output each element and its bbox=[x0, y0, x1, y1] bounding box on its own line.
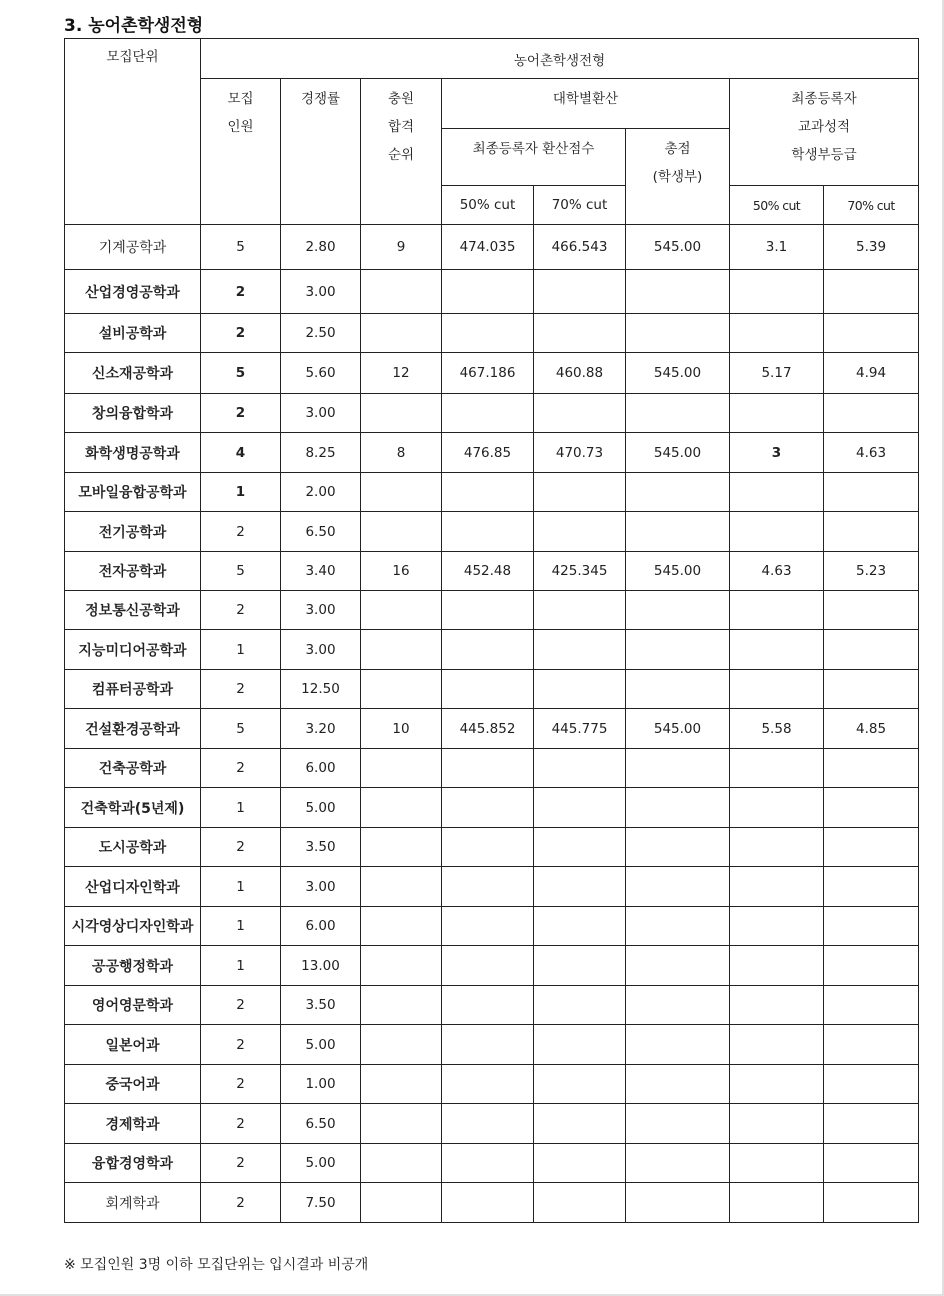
grade-cut50-cell bbox=[730, 270, 824, 314]
grade-cut50-cell: 4.63 bbox=[730, 552, 824, 591]
conv-cut50-cell bbox=[442, 1183, 534, 1223]
dept-cell: 일본어과 bbox=[65, 1025, 201, 1065]
header-rate: 경쟁률 bbox=[281, 79, 361, 225]
conv-cut70-cell bbox=[534, 1025, 626, 1065]
dept-cell: 전기공학과 bbox=[65, 512, 201, 552]
quota-cell: 2 bbox=[201, 1025, 281, 1065]
grade-cut50-cell bbox=[730, 749, 824, 788]
rank-cell: 10 bbox=[361, 709, 442, 749]
header-grade-cut50: 50% cut bbox=[730, 186, 824, 225]
table-row bbox=[65, 270, 919, 314]
total-cell bbox=[626, 314, 730, 353]
rank-cell bbox=[361, 1065, 442, 1104]
grade-cut70-cell bbox=[824, 1183, 919, 1223]
conv-cut70-cell bbox=[534, 473, 626, 512]
total-cell bbox=[626, 512, 730, 552]
rank-cell bbox=[361, 314, 442, 353]
rank-cell bbox=[361, 1144, 442, 1183]
total-cell bbox=[626, 749, 730, 788]
quota-cell: 2 bbox=[201, 670, 281, 709]
conv-cut70-cell bbox=[534, 788, 626, 828]
quota-cell: 5 bbox=[201, 552, 281, 591]
rank-cell: 16 bbox=[361, 552, 442, 591]
rate-cell: 2.80 bbox=[281, 225, 361, 270]
total-cell bbox=[626, 591, 730, 630]
grade-cut70-cell bbox=[824, 473, 919, 512]
table-row bbox=[65, 1065, 919, 1104]
grade-cut50-cell bbox=[730, 946, 824, 986]
total-cell bbox=[626, 270, 730, 314]
conv-cut70-cell bbox=[534, 1065, 626, 1104]
grade-cut70-cell bbox=[824, 788, 919, 828]
grade-cut70-cell bbox=[824, 828, 919, 867]
table-row bbox=[65, 353, 919, 394]
conv-cut70-cell bbox=[534, 630, 626, 670]
conv-cut70-cell bbox=[534, 828, 626, 867]
total-cell: 545.00 bbox=[626, 709, 730, 749]
dept-cell: 정보통신공학과 bbox=[65, 591, 201, 630]
grade-cut70-cell: 5.39 bbox=[824, 225, 919, 270]
rate-cell: 1.00 bbox=[281, 1065, 361, 1104]
table-row bbox=[65, 1144, 919, 1183]
header-final-group bbox=[730, 79, 919, 186]
grade-cut50-cell bbox=[730, 1183, 824, 1223]
table-row bbox=[65, 867, 919, 907]
conv-cut50-cell bbox=[442, 867, 534, 907]
dept-cell: 공공행정학과 bbox=[65, 946, 201, 986]
grade-cut70-cell: 5.23 bbox=[824, 552, 919, 591]
dept-cell: 설비공학과 bbox=[65, 314, 201, 353]
table-row bbox=[65, 749, 919, 788]
header-quota-line1: 모집 bbox=[227, 91, 254, 107]
rank-cell bbox=[361, 946, 442, 986]
table-row bbox=[65, 225, 919, 270]
table-row bbox=[65, 828, 919, 867]
grade-cut70-cell bbox=[824, 867, 919, 907]
table-row bbox=[65, 946, 919, 986]
quota-cell: 2 bbox=[201, 986, 281, 1025]
rank-cell bbox=[361, 1025, 442, 1065]
conv-cut70-cell: 425.345 bbox=[534, 552, 626, 591]
total-cell bbox=[626, 986, 730, 1025]
rank-cell: 9 bbox=[361, 225, 442, 270]
header-final-line3: 학생부등급 bbox=[791, 147, 857, 163]
grade-cut70-cell bbox=[824, 986, 919, 1025]
rate-cell: 3.50 bbox=[281, 986, 361, 1025]
rate-cell: 3.00 bbox=[281, 394, 361, 433]
quota-cell: 1 bbox=[201, 788, 281, 828]
dept-cell: 도시공학과 bbox=[65, 828, 201, 867]
dept-cell: 건설환경공학과 bbox=[65, 709, 201, 749]
conv-cut50-cell bbox=[442, 630, 534, 670]
total-cell bbox=[626, 946, 730, 986]
total-cell bbox=[626, 473, 730, 512]
total-cell bbox=[626, 907, 730, 946]
table-row bbox=[65, 314, 919, 353]
conv-cut50-cell bbox=[442, 749, 534, 788]
grade-cut50-cell bbox=[730, 788, 824, 828]
table-row bbox=[65, 907, 919, 946]
grade-cut50-cell bbox=[730, 986, 824, 1025]
header-conv: 대학별환산 bbox=[442, 79, 730, 129]
grade-cut50-cell bbox=[730, 867, 824, 907]
conv-cut70-cell: 445.775 bbox=[534, 709, 626, 749]
grade-cut50-cell bbox=[730, 512, 824, 552]
total-cell: 545.00 bbox=[626, 353, 730, 394]
conv-cut70-cell bbox=[534, 1144, 626, 1183]
total-cell: 545.00 bbox=[626, 433, 730, 473]
conv-cut50-cell bbox=[442, 512, 534, 552]
rate-cell: 6.50 bbox=[281, 512, 361, 552]
total-cell: 545.00 bbox=[626, 225, 730, 270]
table-row bbox=[65, 1025, 919, 1065]
conv-cut50-cell bbox=[442, 946, 534, 986]
header-rank-line2: 합격 bbox=[387, 119, 415, 135]
dept-cell: 컴퓨터공학과 bbox=[65, 670, 201, 709]
header-total-line1: 총점 bbox=[664, 141, 691, 157]
table-row bbox=[65, 630, 919, 670]
rank-cell bbox=[361, 1183, 442, 1223]
rank-cell bbox=[361, 473, 442, 512]
dept-cell: 경제학과 bbox=[65, 1104, 201, 1144]
grade-cut70-cell bbox=[824, 630, 919, 670]
quota-cell: 2 bbox=[201, 1104, 281, 1144]
rank-cell bbox=[361, 788, 442, 828]
total-cell bbox=[626, 1183, 730, 1223]
rank-cell bbox=[361, 749, 442, 788]
rate-cell: 5.00 bbox=[281, 788, 361, 828]
grade-cut70-cell bbox=[824, 591, 919, 630]
total-cell bbox=[626, 788, 730, 828]
conv-cut70-cell bbox=[534, 314, 626, 353]
rank-cell bbox=[361, 828, 442, 867]
rate-cell: 12.50 bbox=[281, 670, 361, 709]
table-body bbox=[65, 225, 919, 1223]
grade-cut50-cell bbox=[730, 314, 824, 353]
section-title: 3. 농어촌학생전형 bbox=[64, 16, 204, 36]
table-header bbox=[65, 39, 919, 225]
conv-cut50-cell bbox=[442, 394, 534, 433]
rate-cell: 5.00 bbox=[281, 1025, 361, 1065]
grade-cut50-cell bbox=[730, 394, 824, 433]
quota-cell: 1 bbox=[201, 867, 281, 907]
rank-cell bbox=[361, 1104, 442, 1144]
rank-cell: 8 bbox=[361, 433, 442, 473]
rate-cell: 7.50 bbox=[281, 1183, 361, 1223]
quota-cell: 2 bbox=[201, 591, 281, 630]
table-row bbox=[65, 433, 919, 473]
rate-cell: 6.00 bbox=[281, 749, 361, 788]
quota-cell: 2 bbox=[201, 314, 281, 353]
conv-cut50-cell: 474.035 bbox=[442, 225, 534, 270]
total-cell bbox=[626, 1025, 730, 1065]
conv-cut50-cell bbox=[442, 788, 534, 828]
rate-cell: 3.00 bbox=[281, 591, 361, 630]
quota-cell: 2 bbox=[201, 270, 281, 314]
header-cut70: 70% cut bbox=[534, 186, 626, 225]
total-cell bbox=[626, 630, 730, 670]
total-cell bbox=[626, 1065, 730, 1104]
rate-cell: 3.00 bbox=[281, 867, 361, 907]
quota-cell: 5 bbox=[201, 709, 281, 749]
conv-cut70-cell bbox=[534, 907, 626, 946]
rank-cell bbox=[361, 986, 442, 1025]
quota-cell: 5 bbox=[201, 353, 281, 394]
grade-cut50-cell bbox=[730, 630, 824, 670]
conv-cut50-cell bbox=[442, 1065, 534, 1104]
rank-cell bbox=[361, 270, 442, 314]
header-unit: 모집단위 bbox=[65, 39, 201, 225]
conv-cut50-cell bbox=[442, 591, 534, 630]
grade-cut50-cell bbox=[730, 907, 824, 946]
dept-cell: 회계학과 bbox=[65, 1183, 201, 1223]
grade-cut50-cell bbox=[730, 1025, 824, 1065]
rate-cell: 5.60 bbox=[281, 353, 361, 394]
grade-cut50-cell bbox=[730, 591, 824, 630]
header-grade-cut70: 70% cut bbox=[824, 186, 919, 225]
conv-cut70-cell bbox=[534, 591, 626, 630]
quota-cell: 2 bbox=[201, 749, 281, 788]
rank-cell: 12 bbox=[361, 353, 442, 394]
grade-cut50-cell bbox=[730, 1104, 824, 1144]
rate-cell: 3.00 bbox=[281, 630, 361, 670]
total-cell bbox=[626, 1144, 730, 1183]
quota-cell: 1 bbox=[201, 946, 281, 986]
dept-cell: 시각영상디자인학과 bbox=[65, 907, 201, 946]
conv-cut70-cell bbox=[534, 867, 626, 907]
dept-cell: 산업디자인학과 bbox=[65, 867, 201, 907]
conv-cut50-cell bbox=[442, 1104, 534, 1144]
rank-cell bbox=[361, 512, 442, 552]
quota-cell: 1 bbox=[201, 907, 281, 946]
grade-cut50-cell: 3 bbox=[730, 433, 824, 473]
grade-cut70-cell bbox=[824, 749, 919, 788]
dept-cell: 중국어과 bbox=[65, 1065, 201, 1104]
header-final-line1: 최종등록자 bbox=[791, 91, 857, 107]
conv-cut50-cell bbox=[442, 670, 534, 709]
grade-cut70-cell bbox=[824, 1144, 919, 1183]
conv-cut70-cell bbox=[534, 670, 626, 709]
total-cell bbox=[626, 1104, 730, 1144]
conv-cut70-cell bbox=[534, 270, 626, 314]
conv-cut70-cell bbox=[534, 946, 626, 986]
grade-cut70-cell bbox=[824, 1025, 919, 1065]
conv-cut50-cell bbox=[442, 270, 534, 314]
rate-cell: 3.50 bbox=[281, 828, 361, 867]
rate-cell: 8.25 bbox=[281, 433, 361, 473]
grade-cut70-cell bbox=[824, 394, 919, 433]
dept-cell: 건축학과(5년제) bbox=[65, 788, 201, 828]
rate-cell: 6.00 bbox=[281, 907, 361, 946]
grade-cut70-cell: 4.94 bbox=[824, 353, 919, 394]
grade-cut50-cell bbox=[730, 828, 824, 867]
quota-cell: 2 bbox=[201, 1183, 281, 1223]
rate-cell: 3.00 bbox=[281, 270, 361, 314]
quota-cell: 2 bbox=[201, 1144, 281, 1183]
conv-cut50-cell: 452.48 bbox=[442, 552, 534, 591]
rank-cell bbox=[361, 394, 442, 433]
grade-cut50-cell bbox=[730, 1065, 824, 1104]
dept-cell: 전자공학과 bbox=[65, 552, 201, 591]
table-row bbox=[65, 552, 919, 591]
conv-cut50-cell bbox=[442, 828, 534, 867]
dept-cell: 기계공학과 bbox=[65, 225, 201, 270]
conv-cut70-cell bbox=[534, 749, 626, 788]
table-row bbox=[65, 1183, 919, 1223]
dept-cell: 산업경영공학과 bbox=[65, 270, 201, 314]
conv-cut50-cell bbox=[442, 314, 534, 353]
grade-cut70-cell bbox=[824, 1065, 919, 1104]
dept-cell: 영어영문학과 bbox=[65, 986, 201, 1025]
grade-cut50-cell: 3.1 bbox=[730, 225, 824, 270]
conv-cut50-cell bbox=[442, 907, 534, 946]
rate-cell: 3.40 bbox=[281, 552, 361, 591]
conv-cut50-cell: 467.186 bbox=[442, 353, 534, 394]
quota-cell: 1 bbox=[201, 473, 281, 512]
header-rank bbox=[361, 79, 442, 225]
header-rank-line1: 충원 bbox=[387, 91, 415, 107]
total-cell bbox=[626, 867, 730, 907]
rate-cell: 2.50 bbox=[281, 314, 361, 353]
header-quota-line2: 인원 bbox=[227, 119, 254, 135]
grade-cut70-cell bbox=[824, 512, 919, 552]
grade-cut50-cell: 5.58 bbox=[730, 709, 824, 749]
dept-cell: 화학생명공학과 bbox=[65, 433, 201, 473]
conv-cut50-cell: 476.85 bbox=[442, 433, 534, 473]
conv-cut50-cell bbox=[442, 1025, 534, 1065]
table-row bbox=[65, 986, 919, 1025]
table-row bbox=[65, 670, 919, 709]
dept-cell: 모바일융합공학과 bbox=[65, 473, 201, 512]
rank-cell bbox=[361, 867, 442, 907]
total-cell bbox=[626, 394, 730, 433]
grade-cut70-cell bbox=[824, 314, 919, 353]
dept-cell: 융합경영학과 bbox=[65, 1144, 201, 1183]
quota-cell: 1 bbox=[201, 630, 281, 670]
header-total bbox=[626, 129, 730, 225]
dept-cell: 신소재공학과 bbox=[65, 353, 201, 394]
rate-cell: 6.50 bbox=[281, 1104, 361, 1144]
header-final-line2: 교과성적 bbox=[797, 119, 851, 135]
rank-cell bbox=[361, 591, 442, 630]
dept-cell: 창의융합학과 bbox=[65, 394, 201, 433]
conv-cut70-cell bbox=[534, 1104, 626, 1144]
grade-cut50-cell bbox=[730, 473, 824, 512]
table-row bbox=[65, 788, 919, 828]
quota-cell: 4 bbox=[201, 433, 281, 473]
conv-cut50-cell bbox=[442, 986, 534, 1025]
rate-cell: 5.00 bbox=[281, 1144, 361, 1183]
quota-cell: 5 bbox=[201, 225, 281, 270]
footnote: ※ 모집인원 3명 이하 모집단위는 입시결과 비공개 bbox=[64, 1257, 369, 1273]
conv-cut70-cell bbox=[534, 986, 626, 1025]
grade-cut50-cell bbox=[730, 1144, 824, 1183]
dept-cell: 지능미디어공학과 bbox=[65, 630, 201, 670]
admission-results-table bbox=[64, 38, 919, 1223]
rate-cell: 2.00 bbox=[281, 473, 361, 512]
conv-cut70-cell: 460.88 bbox=[534, 353, 626, 394]
header-track: 농어촌학생전형 bbox=[201, 39, 919, 79]
grade-cut70-cell: 4.63 bbox=[824, 433, 919, 473]
conv-cut70-cell: 470.73 bbox=[534, 433, 626, 473]
conv-cut70-cell bbox=[534, 1183, 626, 1223]
grade-cut70-cell bbox=[824, 946, 919, 986]
rank-cell bbox=[361, 670, 442, 709]
quota-cell: 2 bbox=[201, 394, 281, 433]
header-rank-line3: 순위 bbox=[387, 147, 415, 163]
quota-cell: 2 bbox=[201, 512, 281, 552]
quota-cell: 2 bbox=[201, 1065, 281, 1104]
table-row bbox=[65, 1104, 919, 1144]
conv-cut50-cell bbox=[442, 1144, 534, 1183]
dept-cell: 건축공학과 bbox=[65, 749, 201, 788]
rate-cell: 3.20 bbox=[281, 709, 361, 749]
table-row bbox=[65, 591, 919, 630]
conv-cut70-cell: 466.543 bbox=[534, 225, 626, 270]
conv-cut70-cell bbox=[534, 394, 626, 433]
total-cell: 545.00 bbox=[626, 552, 730, 591]
total-cell bbox=[626, 670, 730, 709]
grade-cut50-cell: 5.17 bbox=[730, 353, 824, 394]
grade-cut50-cell bbox=[730, 670, 824, 709]
header-cut50: 50% cut bbox=[442, 186, 534, 225]
table-row bbox=[65, 512, 919, 552]
table-row bbox=[65, 473, 919, 512]
header-total-line2: (학생부) bbox=[652, 169, 703, 185]
grade-cut70-cell bbox=[824, 907, 919, 946]
conv-cut70-cell bbox=[534, 512, 626, 552]
grade-cut70-cell: 4.85 bbox=[824, 709, 919, 749]
rank-cell bbox=[361, 630, 442, 670]
header-quota bbox=[201, 79, 281, 225]
conv-cut50-cell: 445.852 bbox=[442, 709, 534, 749]
table-row bbox=[65, 709, 919, 749]
rate-cell: 13.00 bbox=[281, 946, 361, 986]
grade-cut70-cell bbox=[824, 670, 919, 709]
total-cell bbox=[626, 828, 730, 867]
rank-cell bbox=[361, 907, 442, 946]
header-conv-score: 최종등록자 환산점수 bbox=[442, 129, 626, 186]
table-row bbox=[65, 394, 919, 433]
conv-cut50-cell bbox=[442, 473, 534, 512]
grade-cut70-cell bbox=[824, 1104, 919, 1144]
quota-cell: 2 bbox=[201, 828, 281, 867]
grade-cut70-cell bbox=[824, 270, 919, 314]
